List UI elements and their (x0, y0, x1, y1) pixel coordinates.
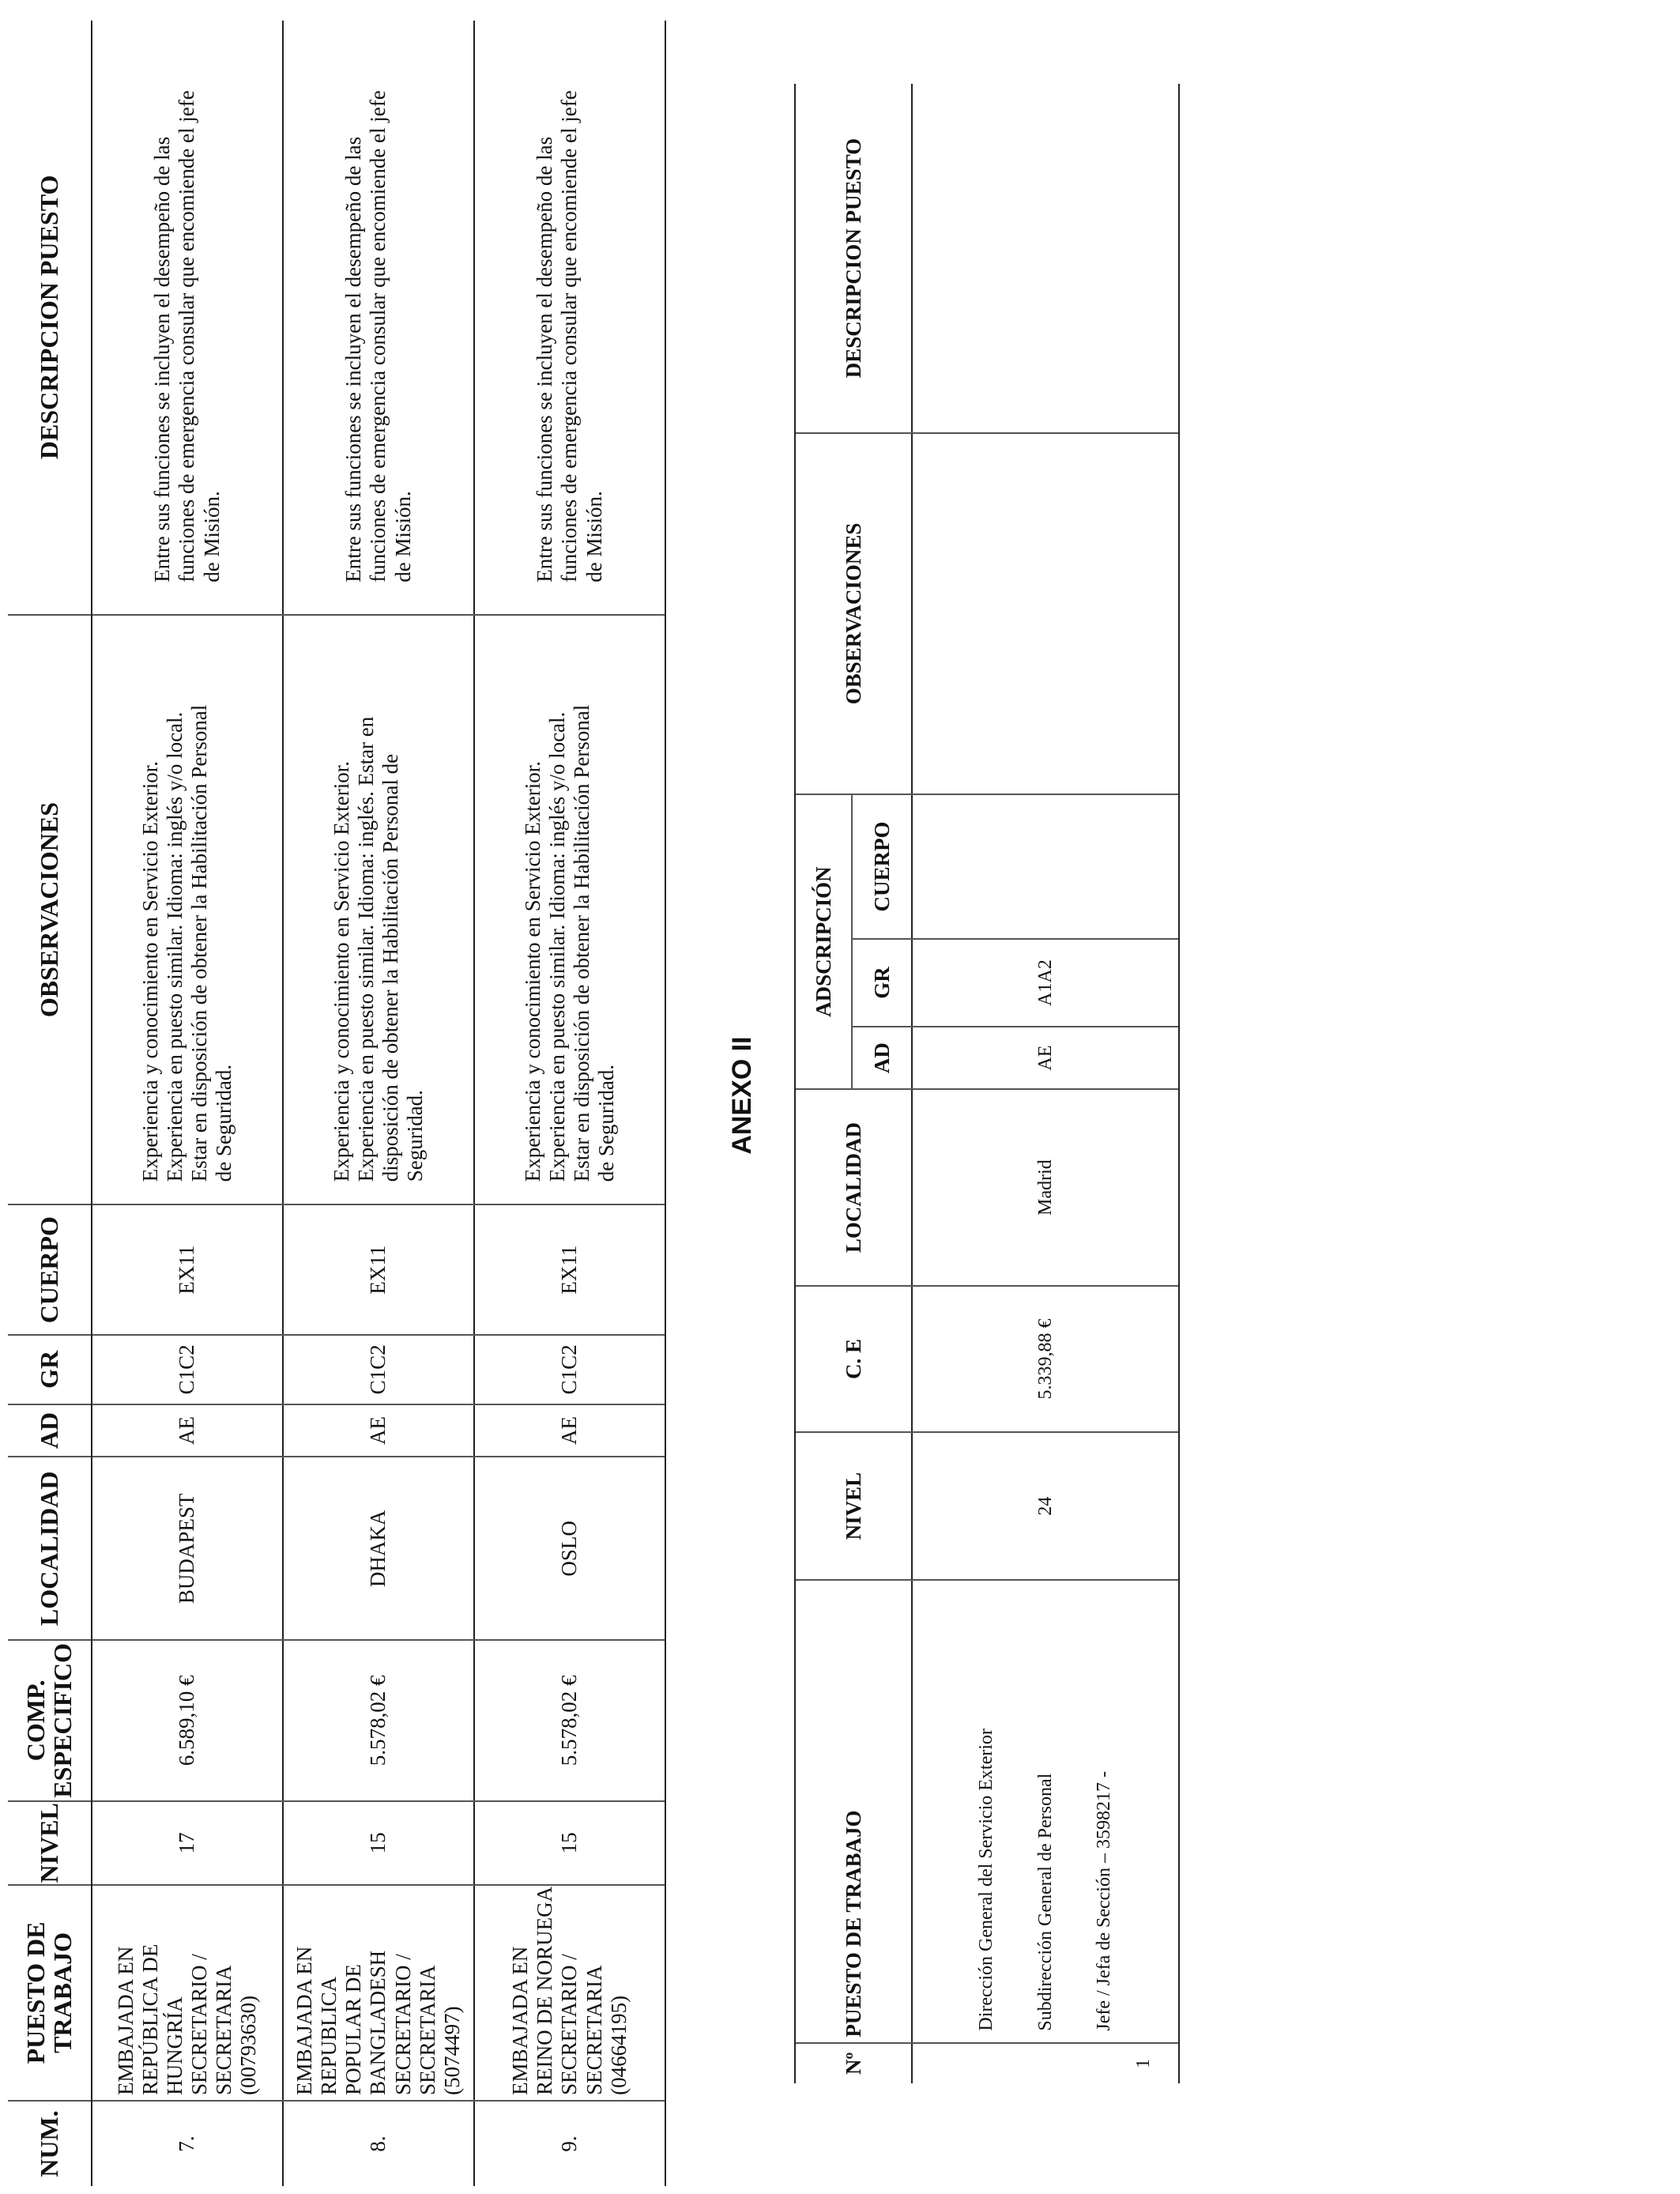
obs-line: Experiencia y conocimiento en Servicio Exterior. (329, 760, 353, 1182)
cell-comp: 5.578,02 € (283, 1640, 474, 1800)
puesto-line: SECRETARIO / (390, 1954, 415, 2095)
header-puesto-line: TRABAJO (47, 1932, 77, 2053)
cell-ad: AE (283, 1404, 474, 1457)
puesto-line: Subdirección General de Personal (1034, 1773, 1056, 2031)
puesto-line: SECRETARIO / (187, 1954, 211, 2095)
desc-line: Entre sus funciones se incluyen el desempeño de las (150, 136, 175, 582)
puesto-line: HUNGRÍA (162, 1996, 186, 2095)
cell-descripcion (283, 21, 474, 615)
header-comp-line: COMP. (21, 1679, 50, 1762)
obs-line: Experiencia y conocimiento en Servicio Exterior. (137, 760, 162, 1182)
table-row (283, 21, 474, 2186)
obs-line: Experiencia en puesto similar. Idioma: inglés y/o local. (544, 711, 569, 1182)
cell-ad: AE (92, 1404, 283, 1457)
cell-puesto (912, 1580, 1179, 2043)
desc-line: Entre sus funciones se incluyen el desempeño de las (341, 136, 366, 582)
obs-line: Experiencia y conocimiento en Servicio Exterior. (520, 760, 544, 1182)
header-observaciones: OBSERVACIONES (795, 433, 912, 794)
header-localidad: LOCALIDAD (795, 1089, 912, 1285)
cell-n: 1 (912, 2043, 1179, 2083)
cell-num: 8. (283, 2101, 474, 2186)
puesto-line: Dirección General del Servicio Exterior (975, 1728, 996, 2031)
cell-observaciones (283, 615, 474, 1205)
header-ad: AD (852, 1027, 912, 1090)
cell-ad: AE (474, 1404, 665, 1457)
header-gr: GR (8, 1335, 92, 1404)
puesto-line: (00793630) (236, 1995, 261, 2095)
puesto-line: EMBAJADA EN (508, 1946, 533, 2095)
header-descripcion: DESCRIPCION PUESTO (795, 84, 912, 433)
header-gr: GR (852, 939, 912, 1026)
obs-line: disposición de obtener la Habilitación Personal de (379, 753, 402, 1182)
obs-line: Estar en disposición de obtener la Habilitación Personal (570, 704, 593, 1182)
cell-puesto (92, 1885, 283, 2101)
header-n: Nº (795, 2043, 912, 2083)
cell-num: 7. (92, 2101, 283, 2186)
cell-localidad: BUDAPEST (92, 1457, 283, 1640)
cell-observaciones (474, 615, 665, 1205)
header-ce: C. E (795, 1286, 912, 1433)
header-nivel: NIVEL (795, 1432, 912, 1579)
obs-line: Estar en disposición de obtener la Habilitación Personal (187, 704, 211, 1182)
cell-gr: C1C2 (92, 1335, 283, 1404)
header-puesto-line: PUESTO DE (21, 1921, 50, 2064)
anexo-title: ANEXO II (727, 1036, 757, 1155)
cell-localidad: Madrid (912, 1089, 1179, 1285)
cell-nivel: 17 (92, 1801, 283, 1885)
desc-line: funciones de emergencia consular que encomiende el jefe (557, 90, 582, 582)
header-comp-line: ESPECIFICO (47, 1643, 77, 1798)
header-cuerpo: CUERPO (8, 1204, 92, 1335)
cell-cuerpo: EX11 (474, 1204, 665, 1335)
spacer (998, 1581, 1034, 2031)
table-header-row (8, 21, 92, 2186)
cell-gr: A1A2 (912, 939, 1179, 1026)
header-cuerpo: CUERPO (852, 794, 912, 940)
cell-gr: C1C2 (474, 1335, 665, 1404)
desc-line: de Misión. (390, 491, 415, 582)
cell-observaciones (92, 615, 283, 1205)
vacancies-table (8, 21, 666, 2186)
header-localidad: LOCALIDAD (8, 1457, 92, 1640)
cell-nivel: 15 (474, 1801, 665, 1885)
puesto-line: POPULAR DE (341, 1964, 366, 2095)
cell-descripcion (474, 21, 665, 615)
cell-ce: 5.339,88 € (912, 1286, 1179, 1433)
header-comp (8, 1640, 92, 1800)
obs-line: de Seguridad. (594, 1064, 619, 1182)
header-adscripcion: ADSCRIPCIÓN (795, 794, 852, 1090)
cell-cuerpo: EX11 (283, 1204, 474, 1335)
table-row (912, 84, 1179, 2083)
obs-line: Seguridad. (403, 1090, 428, 1182)
header-ad: AD (8, 1404, 92, 1457)
spacer (1057, 1581, 1093, 2031)
puesto-line: SECRETARIA (582, 1965, 606, 2095)
cell-cuerpo: EX11 (92, 1204, 283, 1335)
cell-num: 9. (474, 2101, 665, 2186)
cell-cuerpo (912, 794, 1179, 940)
desc-line: funciones de emergencia consular que encomiende el jefe (366, 90, 390, 582)
header-observaciones: OBSERVACIONES (8, 615, 92, 1205)
cell-comp: 6.589,10 € (92, 1640, 283, 1800)
obs-line: Experiencia en puesto similar. Idioma: inglés. Estar en (353, 716, 378, 1182)
puesto-line: Jefe / Jefa de Sección – 3598217 - (1094, 1771, 1115, 2031)
table-row (474, 21, 665, 2186)
puesto-line: BANGLADESH (366, 1950, 390, 2095)
header-puesto (8, 1885, 92, 2101)
desc-line: funciones de emergencia consular que encomiende el jefe (175, 90, 199, 582)
cell-nivel: 24 (912, 1432, 1179, 1579)
puesto-line: REINO DE NORUEGA (533, 1886, 557, 2095)
puesto-line: REPÚBLICA DE (137, 1943, 162, 2095)
cell-ad: AE (912, 1027, 1179, 1090)
puesto-line: (04664195) (606, 1995, 631, 2095)
cell-descripcion (92, 21, 283, 615)
anexo-table (794, 84, 1180, 2083)
table-row (92, 21, 283, 2186)
puesto-line: SECRETARIA (212, 1965, 236, 2095)
cell-localidad: DHAKA (283, 1457, 474, 1640)
cell-comp: 5.578,02 € (474, 1640, 665, 1800)
desc-line: de Misión. (582, 491, 606, 582)
header-descripcion: DESCRIPCION PUESTO (8, 21, 92, 615)
desc-line: de Misión. (199, 491, 224, 582)
puesto-line: EMBAJADA EN (292, 1946, 317, 2095)
puesto-line: (5074497) (439, 2006, 464, 2095)
cell-puesto (283, 1885, 474, 2101)
obs-line: de Seguridad. (212, 1064, 236, 1182)
puesto-line: SECRETARIO / (557, 1954, 582, 2095)
cell-descripcion (912, 84, 1179, 433)
puesto-line: SECRETARIA (415, 1965, 439, 2095)
desc-line: Entre sus funciones se incluyen el desempeño de las (533, 136, 557, 582)
puesto-line: REPUBLICA (317, 1976, 341, 2095)
table-header-row (795, 84, 852, 2083)
puesto-line: EMBAJADA EN (113, 1946, 137, 2095)
obs-line: Experiencia en puesto similar. Idioma: inglés y/o local. (162, 711, 186, 1182)
cell-gr: C1C2 (283, 1335, 474, 1404)
cell-puesto (474, 1885, 665, 2101)
cell-nivel: 15 (283, 1801, 474, 1885)
header-nivel: NIVEL (8, 1801, 92, 1885)
cell-observaciones (912, 433, 1179, 794)
header-puesto: PUESTO DE TRABAJO (795, 1580, 912, 2043)
cell-localidad: OSLO (474, 1457, 665, 1640)
header-num: NUM. (8, 2101, 92, 2186)
